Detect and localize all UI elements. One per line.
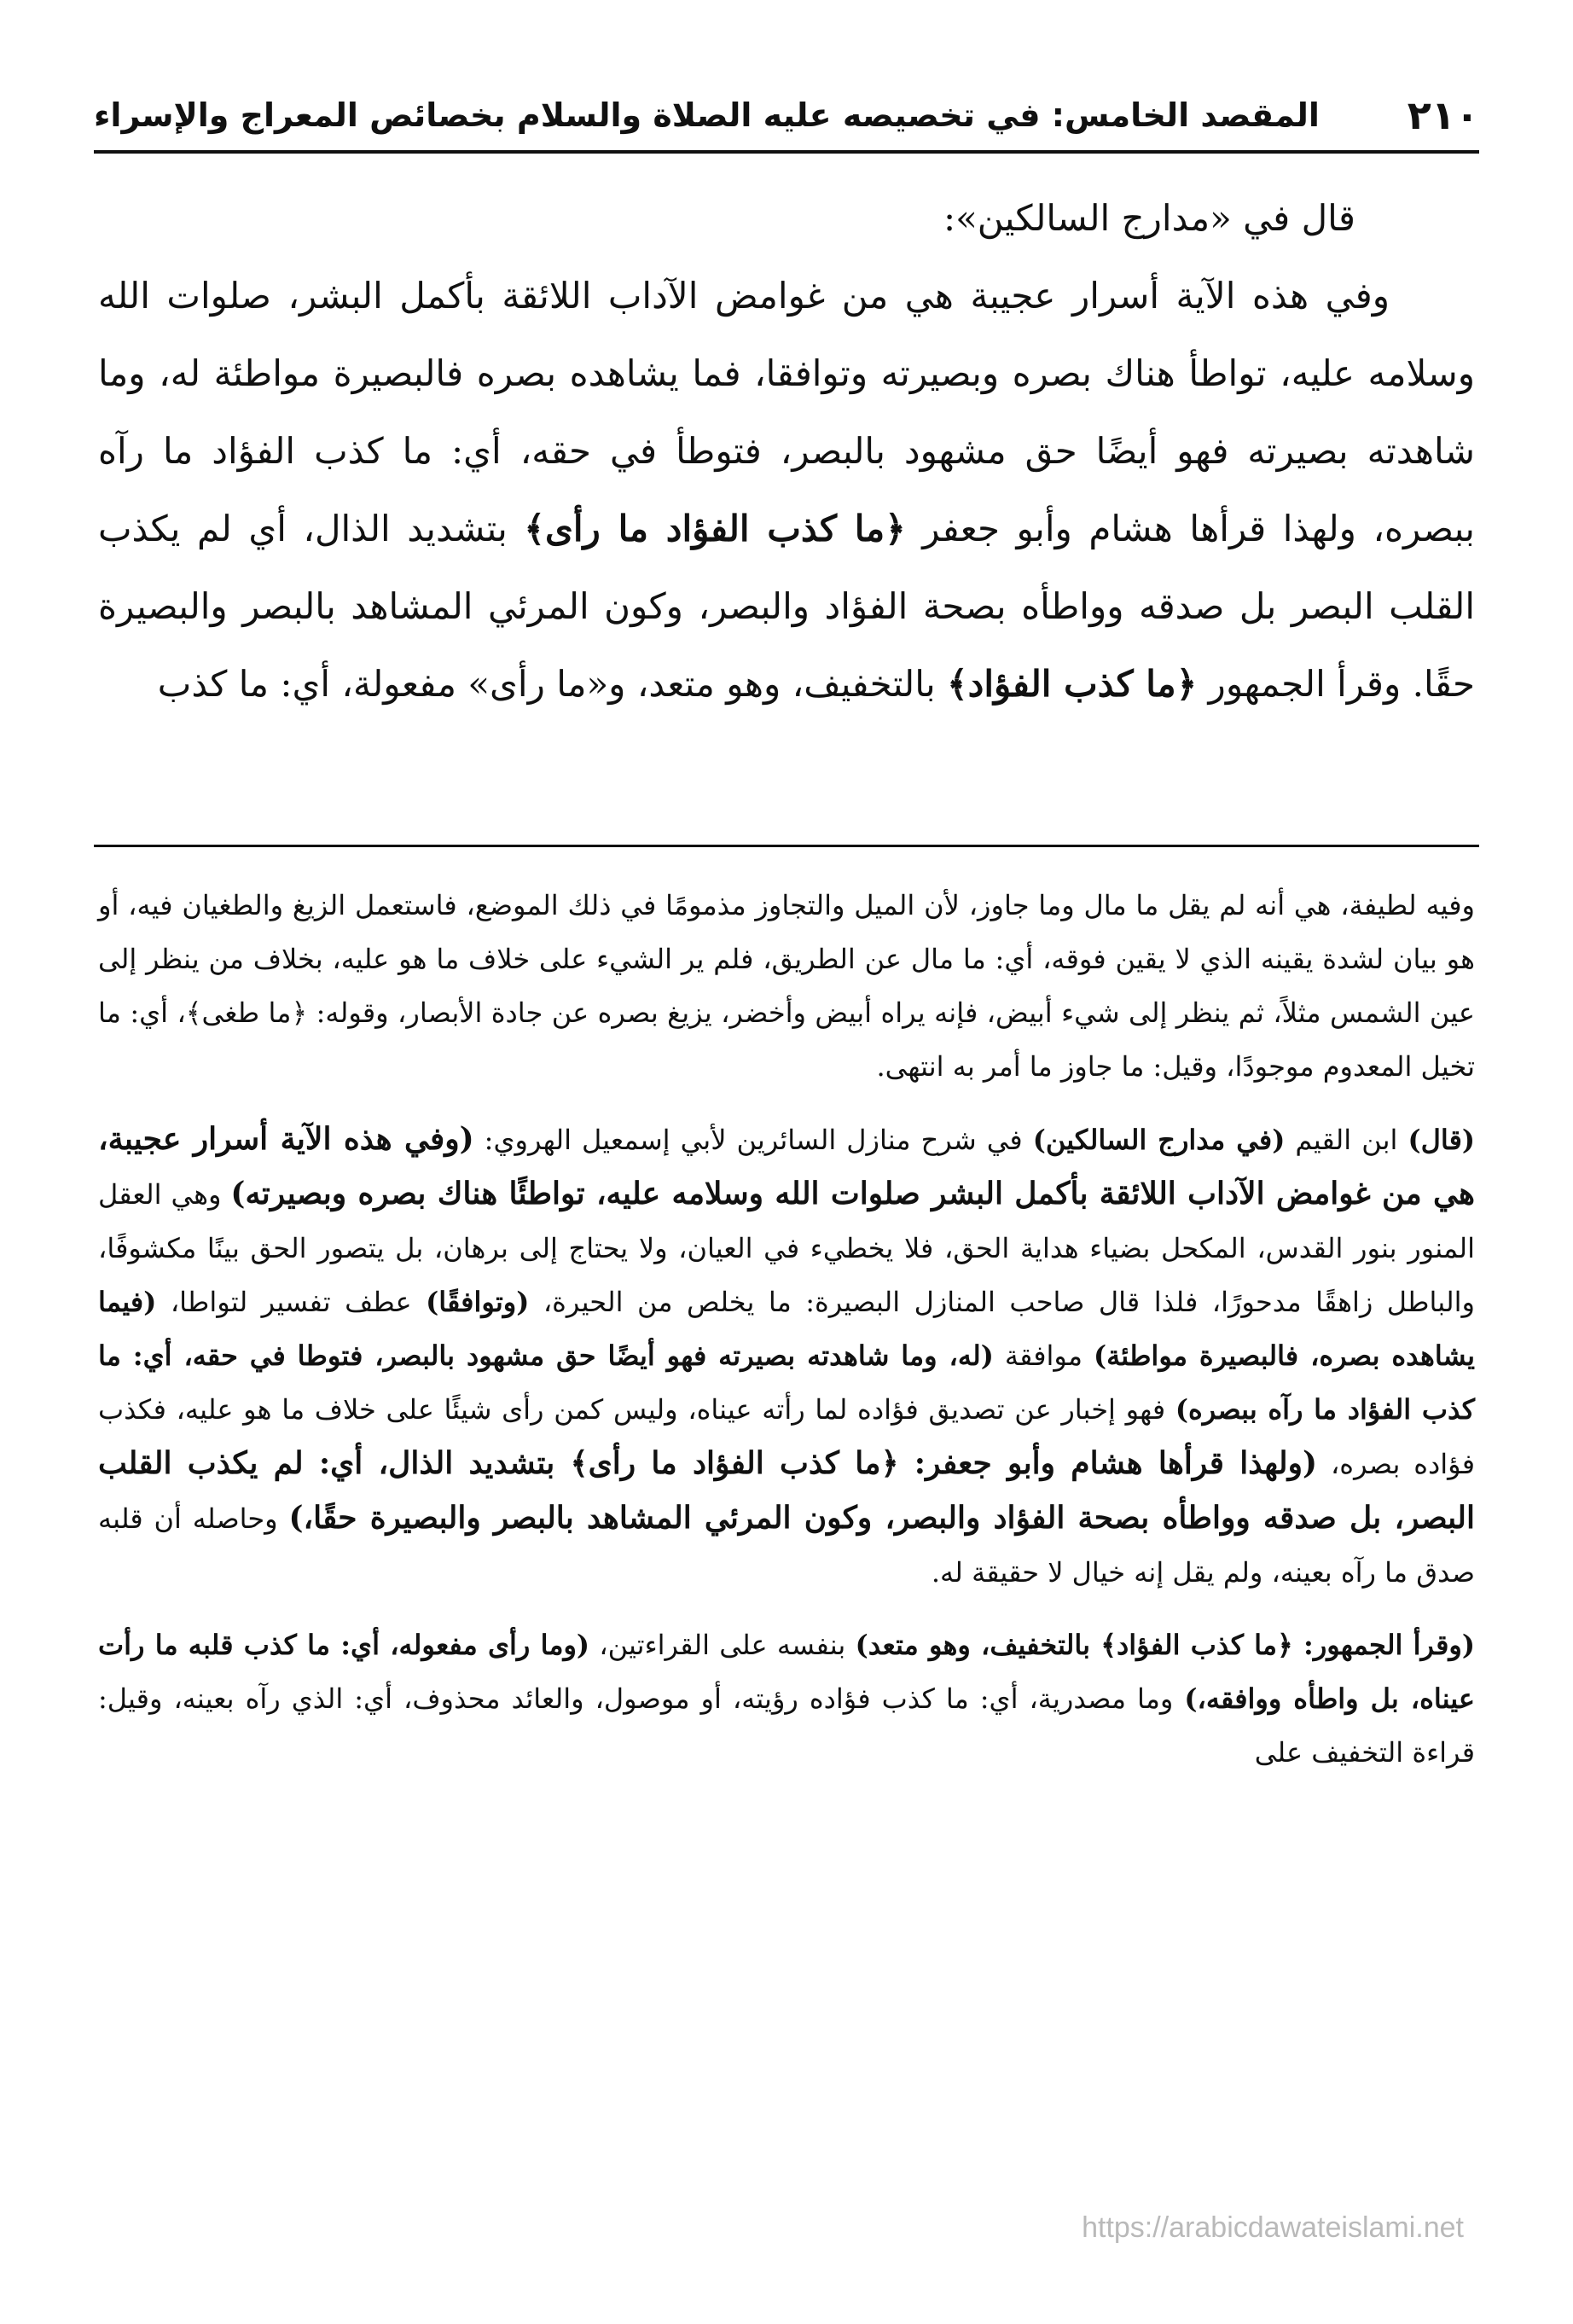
chapter-title: المقصد الخامس: في تخصيصه عليه الصلاة والسلام بخصائص المعراج والإسراء [94, 96, 1320, 134]
main-paragraph [98, 257, 1475, 723]
quran-quote: ﴿ما كذب الفؤاد ما رأى﴾ [524, 508, 906, 549]
main-text [98, 179, 1475, 723]
commentary-segment: في شرح منازل السائرين لأبي إسمعيل الهروي: [473, 1124, 1033, 1156]
commentary-paragraph: وفيه لطيفة، هي أنه لم يقل ما مال وما جاوز، لأن الميل والتجاوز مذمومًا في ذلك الموضع، فاستعمل الزيغ والطغيان فيه، أو هو بيان لشدة يقينه الذي لا يقين فوقه، أي: ما مال عن الطريق، فلم ير الشيء على خلاف ما هو عليه، بخلاف من ينظر إلى عين الشمس مثلاً، ثم ينظر إلى شيء أبيض، فإنه يراه أبيض وأخضر، يزيغ بصره عن جادة الأبصار، وقوله: ﴿ما طغى﴾، أي: ما تخيل المعدوم موجودًا، وقيل: ما جاوز ما أمر به انتهى. [98, 889, 1476, 1083]
quoted-matn: (وما رأى مفعوله، أي: ما كذب قلبه ما رأت عيناه، بل واطأه ووافقه،) [98, 1629, 1476, 1715]
main-text-segment: وفي هذه الآية أسرار عجيبة هي من غوامض الآداب اللائقة بأكمل البشر، صلوات الله وسلامه عليه، تواطأ هناك بصره وبصيرته وتوافقا، فما يشاهده بصره فالبصيرة مواطئة له، وما شاهدته بصيرته فهو أيضًا حق مشهود بالبصر، فتوطأ في حقه، أي: ما كذب الفؤاد ما رآه ببصره، ولهذا قرأها هشام وأبو جعفر [98, 275, 1475, 549]
quoted-matn: (له، وما شاهدته بصيرته فهو أيضًا حق مشهود بالبصر، فتوطا في حقه، أي: ما كذب الفؤاد ما رآه ببصره) [98, 1339, 1476, 1426]
commentary-segment: وهي العقل المنور بنور القدس، المكحل بضياء هداية الحق، فلا يخطيء في العيان، ولا يحتاج إلى برهان، بل يتصور الحق بينًا مكشوفًا، والباطل زاهقًا مدحورًا، فلذا قال صاحب المنازل البصيرة: ما يخلص من الحيرة، [98, 1178, 1476, 1318]
main-text-segment: بالتخفيف، وهو متعد، و«ما رأى» مفعولة، أي: ما كذب [157, 663, 948, 705]
commentary-paragraph [98, 1618, 1475, 1780]
commentary-segment: بنفسه على القراءتين، [589, 1629, 856, 1661]
site-watermark: https://arabicdawateislami.net [1082, 2211, 1464, 2244]
quoted-matn: (قال) [1408, 1124, 1476, 1156]
quran-quote: ﴿ما كذب الفؤاد﴾ [947, 663, 1198, 705]
page-number: ٢١٠ [1407, 92, 1479, 138]
commentary-segment: ابن القيم [1285, 1124, 1408, 1156]
commentary-segment: موافقة [993, 1339, 1094, 1372]
commentary-segment: فهو إخبار عن تصديق فؤاده لما رأته عيناه، وليس كمن رأى شيئًا على خلاف ما هو عليه، فكذب فؤاده بصره، [98, 1393, 1476, 1480]
commentary-segment: وما مصدرية، أي: ما كذب فؤاده رؤيته، أو موصول، والعائد محذوف، أي: الذي رآه بعينه، وقيل: قراءة التخفيف على [98, 1682, 1475, 1769]
quoted-matn: (فيما يشاهده بصره، فالبصيرة مواطئة) [98, 1286, 1476, 1372]
quoted-matn: (وقرأ الجمهور: ﴿ما كذب الفؤاد﴾ بالتخفيف، وهو متعد) [855, 1629, 1476, 1661]
quoted-matn: (وفي هذه الآية أسرار عجيبة، هي من غوامض الآداب اللائقة بأكمل البشر صلوات الله وسلامه عليه، تواطئًا هناك بصره وبصيرته) [98, 1121, 1476, 1211]
commentary-paragraph [98, 1113, 1475, 1600]
main-text-segment: بتشديد الذال، أي لم يكذب القلب البصر بل صدقه وواطأه بصحة الفؤاد والبصر، وكون المرئي المشاهد بالبصر والبصيرة حقًا. وقرأ الجمهور [98, 508, 1475, 705]
commentary-segment: وحاصله أن قلبه صدق ما رآه بعينه، ولم يقل إنه خيال لا حقيقة له. [98, 1502, 1475, 1589]
commentary-text [98, 879, 1475, 1798]
commentary-segment: عطف تفسير لتواطا، [156, 1286, 427, 1318]
separator-rule [94, 845, 1479, 847]
quoted-matn: (وتوافقًا) [426, 1286, 530, 1318]
main-intro-line: قال في «مدارج السالكين»: [943, 197, 1355, 239]
running-header [94, 85, 1479, 154]
quoted-matn: (ولهذا قرأها هشام وأبو جعفر: ﴿ما كذب الفؤاد ما رأى﴾ بتشديد الذال، أي: لم يكذب القلب البصر، بل صدقه وواطأه بصحة الفؤاد والبصر، وكون المرئي المشاهد بالبصر والبصيرة حقًا،) [98, 1445, 1476, 1536]
quoted-matn: (في مدارج السالكين) [1032, 1124, 1286, 1156]
